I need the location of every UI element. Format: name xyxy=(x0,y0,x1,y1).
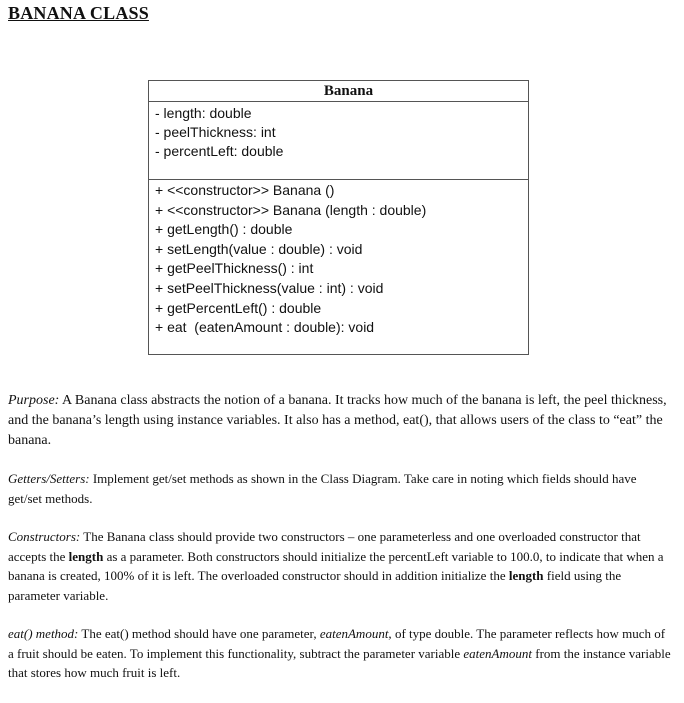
eat-method-text: The eat() method should have one parameter, xyxy=(78,626,320,641)
purpose-label: Purpose: xyxy=(8,393,60,408)
uml-method: + <<constructor>> Banana (length : double) xyxy=(155,201,427,218)
constructors-text: field using the parameter variable. xyxy=(8,568,622,603)
constructors-text: The Banana class should provide two constructors – one parameterless and one overloaded constructor that accepts the xyxy=(8,529,641,564)
uml-method: + getPercentLeft() : double xyxy=(155,299,322,316)
uml-method: + setLength(value : double) : void xyxy=(155,240,363,257)
eat-method-text: from the instance variable that stores how much fruit is left. xyxy=(8,645,671,680)
uml-method: + setPeelThickness(value : int) : void xyxy=(155,279,384,296)
purpose-text: A Banana class abstracts the notion of a banana. It tracks how much of the banana is left, the peel thickness, and the banana’s length using instance variables. It also has a method, eat(), that allows users of the class to “eat” the banana. xyxy=(8,393,667,448)
length-bold: length xyxy=(68,548,104,564)
uml-attributes-section xyxy=(149,102,528,180)
eaten-amount-italic: eatenAmount xyxy=(463,645,532,661)
getters-setters-text: Implement get/set methods as shown in the Class Diagram. Take care in noting which fields should have get/set methods. xyxy=(8,471,637,506)
eat-method-label: eat() method: xyxy=(8,626,79,641)
eat-method-paragraph xyxy=(8,624,672,683)
eat-method-text: of type double. The parameter reflects how much of a fruit should be eaten. To implement this functionality, subtract the parameter variable xyxy=(8,626,666,661)
uml-method: + <<constructor>> Banana () xyxy=(155,182,335,198)
uml-attribute: - peelThickness: int xyxy=(155,124,276,140)
page-title: BANANA CLASS xyxy=(8,3,149,23)
uml-attribute: - percentLeft: double xyxy=(155,143,284,159)
uml-attribute: - length: double xyxy=(155,105,252,121)
uml-methods-section xyxy=(149,180,528,338)
constructors-text: as a parameter. Both constructors should initialize the percentLeft variable to 100.0, to indicate that when a banana is created, 100% of it is left. The overloaded constructor should in addition initialize the xyxy=(8,548,664,583)
getters-setters-paragraph xyxy=(8,469,672,508)
uml-class-diagram xyxy=(148,80,529,355)
uml-class-name: Banana xyxy=(149,81,528,102)
constructors-label: Constructors: xyxy=(8,529,81,544)
length-bold: length xyxy=(508,568,544,583)
constructors-paragraph xyxy=(8,527,672,605)
uml-method: + getLength() : double xyxy=(155,221,293,238)
uml-method: + getPeelThickness() : int xyxy=(155,260,314,277)
getters-setters-label: Getters/Setters: xyxy=(8,471,90,486)
purpose-paragraph xyxy=(8,391,672,451)
uml-method: + eat (eatenAmount : double): void xyxy=(155,319,375,336)
eaten-amount-italic: eatenAmount, xyxy=(319,626,392,641)
